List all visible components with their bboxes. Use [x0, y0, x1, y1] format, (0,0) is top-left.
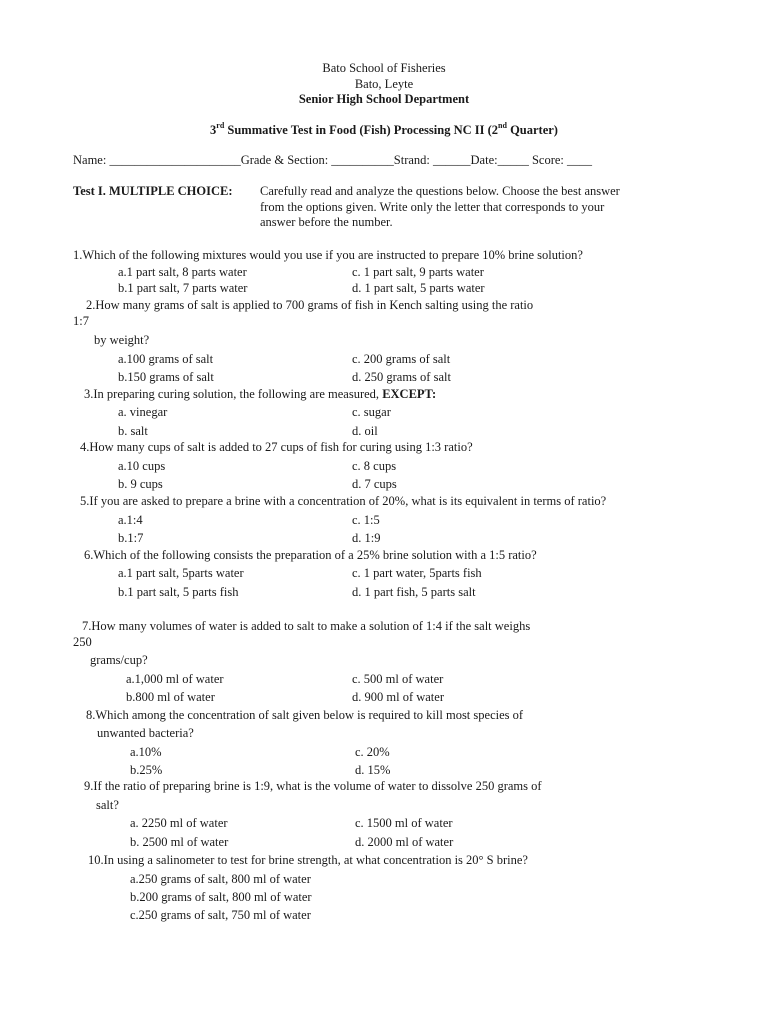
question-7-wrap-2: grams/cup? [90, 653, 148, 667]
q7-option-a: a.1,000 ml of water [126, 672, 224, 686]
question-2-wrap-2: by weight? [94, 333, 150, 347]
question-7-wrap: 250 [73, 635, 92, 649]
q1-option-c: c. 1 part salt, 9 parts water [352, 265, 484, 279]
q2-option-b: b.150 grams of salt [118, 370, 214, 384]
question-5: 5.If you are asked to prepare a brine with a concentration of 20%, what is its equivalent in terms of ratio? [80, 494, 607, 508]
q8-option-b: b.25% [130, 763, 163, 777]
q6-option-a: a.1 part salt, 5parts water [118, 566, 244, 580]
question-4: 4.How many cups of salt is added to 27 cups of fish for curing using 1:3 ratio? [80, 440, 473, 454]
question-2-wrap: 1:7 [73, 314, 89, 328]
q9-option-d: d. 2000 ml of water [355, 835, 454, 849]
q4-option-d: d. 7 cups [352, 477, 397, 491]
question-8-wrap: unwanted bacteria? [97, 726, 194, 740]
instructions-line-2: from the options given. Write only the letter that corresponds to your [260, 200, 605, 214]
q10-option-c: c.250 grams of salt, 750 ml of water [130, 908, 311, 922]
q2-option-d: d. 250 grams of salt [352, 370, 451, 384]
question-8: 8.Which among the concentration of salt given below is required to kill most species of [86, 708, 524, 722]
q6-option-b: b.1 part salt, 5 parts fish [118, 585, 239, 599]
question-10: 10.In using a salinometer to test for brine strength, at what concentration is 20° S brine? [88, 853, 528, 867]
instructions-line-1: Carefully read and analyze the questions below. Choose the best answer [260, 184, 620, 198]
test-title: 3rd Summative Test in Food (Fish) Processing NC II (2nd Quarter) [210, 120, 558, 137]
q1-option-a: a.1 part salt, 8 parts water [118, 265, 247, 279]
q4-option-b: b. 9 cups [118, 477, 163, 491]
q3-option-a: a. vinegar [118, 405, 168, 419]
q2-option-a: a.100 grams of salt [118, 352, 214, 366]
q8-option-d: d. 15% [355, 763, 391, 777]
q5-option-d: d. 1:9 [352, 531, 381, 545]
school-location: Bato, Leyte [354, 77, 414, 91]
question-9-wrap: salt? [96, 798, 119, 812]
question-6: 6.Which of the following consists the preparation of a 25% brine solution with a 1:5 ratio? [84, 548, 537, 562]
q5-option-b: b.1:7 [118, 531, 144, 545]
question-2: 2.How many grams of salt is applied to 700 grams of fish in Kench salting using the ratio [86, 298, 534, 312]
q7-option-d: d. 900 ml of water [352, 690, 444, 704]
q6-option-d: d. 1 part fish, 5 parts salt [352, 585, 476, 599]
q2-option-c: c. 200 grams of salt [352, 352, 451, 366]
q1-option-d: d. 1 part salt, 5 parts water [352, 281, 485, 295]
question-3: 3.In preparing curing solution, the following are measured, EXCEPT: [84, 387, 437, 401]
question-1: 1.Which of the following mixtures would you use if you are instructed to prepare 10% brine solution? [73, 248, 583, 262]
school-name: Bato School of Fisheries [322, 61, 446, 75]
department-title: Senior High School Department [298, 92, 470, 106]
q6-option-c: c. 1 part water, 5parts fish [352, 566, 482, 580]
q3-option-b: b. salt [118, 424, 148, 438]
q10-option-b: b.200 grams of salt, 800 ml of water [130, 890, 312, 904]
q7-option-c: c. 500 ml of water [352, 672, 444, 686]
test-section-label: Test I. MULTIPLE CHOICE: [73, 184, 233, 198]
q5-option-c: c. 1:5 [352, 513, 380, 527]
q4-option-c: c. 8 cups [352, 459, 397, 473]
q3-option-d: d. oil [352, 424, 378, 438]
q3-option-c: c. sugar [352, 405, 391, 419]
question-7: 7.How many volumes of water is added to salt to make a solution of 1:4 if the salt weighs [82, 619, 531, 633]
instructions-line-3: answer before the number. [260, 215, 393, 229]
q4-option-a: a.10 cups [118, 459, 166, 473]
q9-option-c: c. 1500 ml of water [355, 816, 453, 830]
q10-option-a: a.250 grams of salt, 800 ml of water [130, 872, 311, 886]
q9-option-b: b. 2500 ml of water [130, 835, 229, 849]
q7-option-b: b.800 ml of water [126, 690, 215, 704]
q8-option-c: c. 20% [355, 745, 390, 759]
q8-option-a: a.10% [130, 745, 162, 759]
q5-option-a: a.1:4 [118, 513, 143, 527]
student-info-line: Name: _____________________Grade & Section: __________Strand: ______Date:_____ Score: ____ [73, 153, 593, 167]
except-label: EXCEPT: [382, 387, 437, 401]
question-9: 9.If the ratio of preparing brine is 1:9, what is the volume of water to dissolve 250 grams of [84, 779, 542, 793]
q1-option-b: b.1 part salt, 7 parts water [118, 281, 248, 295]
q9-option-a: a. 2250 ml of water [130, 816, 228, 830]
